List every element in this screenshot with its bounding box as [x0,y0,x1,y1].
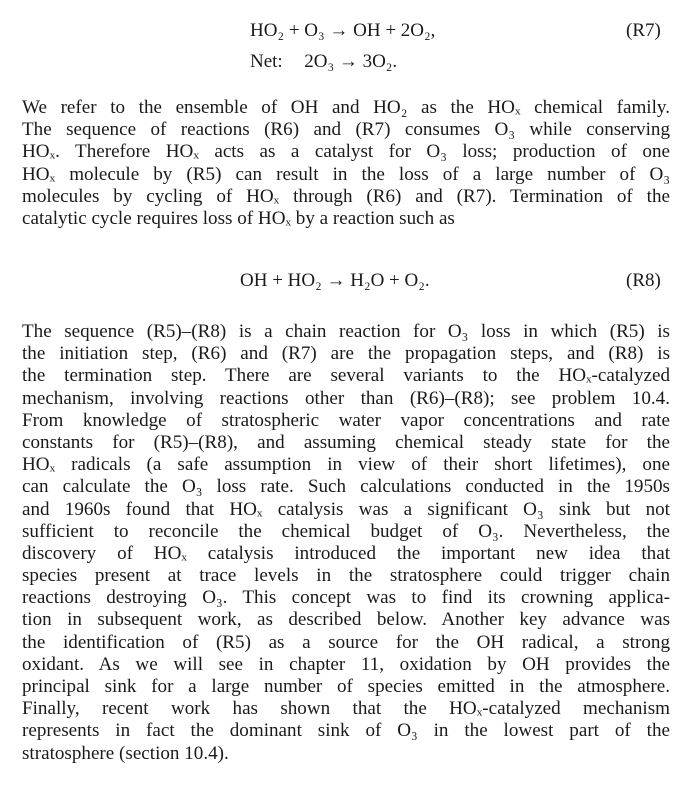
text-line: We refer to the ensemble of OH and HO₂ as the HOₓ chemical family. [22,97,670,118]
equation-r8-expr: OH + HO₂ → H₂O + O₂. [240,270,430,291]
text-line: stratosphere (section 10.4). [22,742,229,764]
text-line: tion in subsequent work, as described below. Another key advance was [22,609,670,631]
text-line: sufficient to reconcile the chemical budget of O₃. Nevertheless, the [22,520,670,542]
equation-net [250,51,397,73]
text-line: can calculate the O₃ loss rate. Such calculations conducted in the 1950s [22,476,670,498]
text-line: principal sink for a large number of species emitted in the atmosphere. [22,676,670,697]
text-line: From knowledge of stratospheric water vapor concentrations and rate [22,409,670,431]
text-line: the termination step. There are several variants to the HOₓ-catalyzed [22,365,670,387]
text-line: and 1960s found that HOₓ catalysis was a significant O₃ sink but not [22,498,670,520]
equation-net-expr: 2O₃ → 3O₂. [304,51,398,72]
equation-r7 [250,20,435,42]
equation-net-prefix: Net: [250,51,283,72]
equation-r7-label: (R7) [626,20,661,41]
text-line: oxidant. As we will see in chapter 11, oxidation by OH provides the [22,653,670,675]
text-line: reactions destroying O₃. This concept was to find its crowning applica- [22,587,670,609]
text-line: discovery of HOₓ catalysis introduced the important new idea that [22,542,670,564]
text-line: species present at trace levels in the stratosphere could trigger chain [22,565,670,587]
text-line: the identification of (R5) as a source for the OH radical, a strong [22,631,670,653]
equation-r8-label: (R8) [626,270,661,291]
text-line: Finally, recent work has shown that the HOₓ-catalyzed mechanism [22,698,670,720]
paragraph-chain-reaction [22,321,670,765]
equation-r8 [240,270,430,292]
text-line: catalytic cycle requires loss of HOₓ by a reaction such as [22,207,455,229]
text-line: HOₓ molecule by (R5) can result in the loss of a large number of O₃ [22,163,670,185]
text-line: HOₓ. Therefore HOₓ acts as a catalyst for O₃ loss; production of one [22,141,670,163]
text-line: The sequence (R5)–(R8) is a chain reaction for O₃ loss in which (R5) is [22,321,670,342]
equation-r7-expr: HO₂ + O₃ → OH + 2O₂, [250,20,436,41]
text-line: represents in fact the dominant sink of O₃ in the lowest part of the [22,720,670,742]
text-line: mechanism, involving reactions other than (R6)–(R8); see problem 10.4. [22,387,670,409]
text-line: constants for (R5)–(R8), and assuming chemical steady state for the [22,431,670,453]
text-line: the initiation step, (R6) and (R7) are the propagation steps, and (R8) is [22,343,670,365]
text-line: The sequence of reactions (R6) and (R7) consumes O₃ while conserving [22,119,670,141]
text-line: molecules by cycling of HOₓ through (R6) and (R7). Termination of the [22,185,670,207]
paragraph-hox-family [22,97,670,230]
text-line: HOₓ radicals (a safe assumption in view of their short lifetimes), one [22,454,670,476]
